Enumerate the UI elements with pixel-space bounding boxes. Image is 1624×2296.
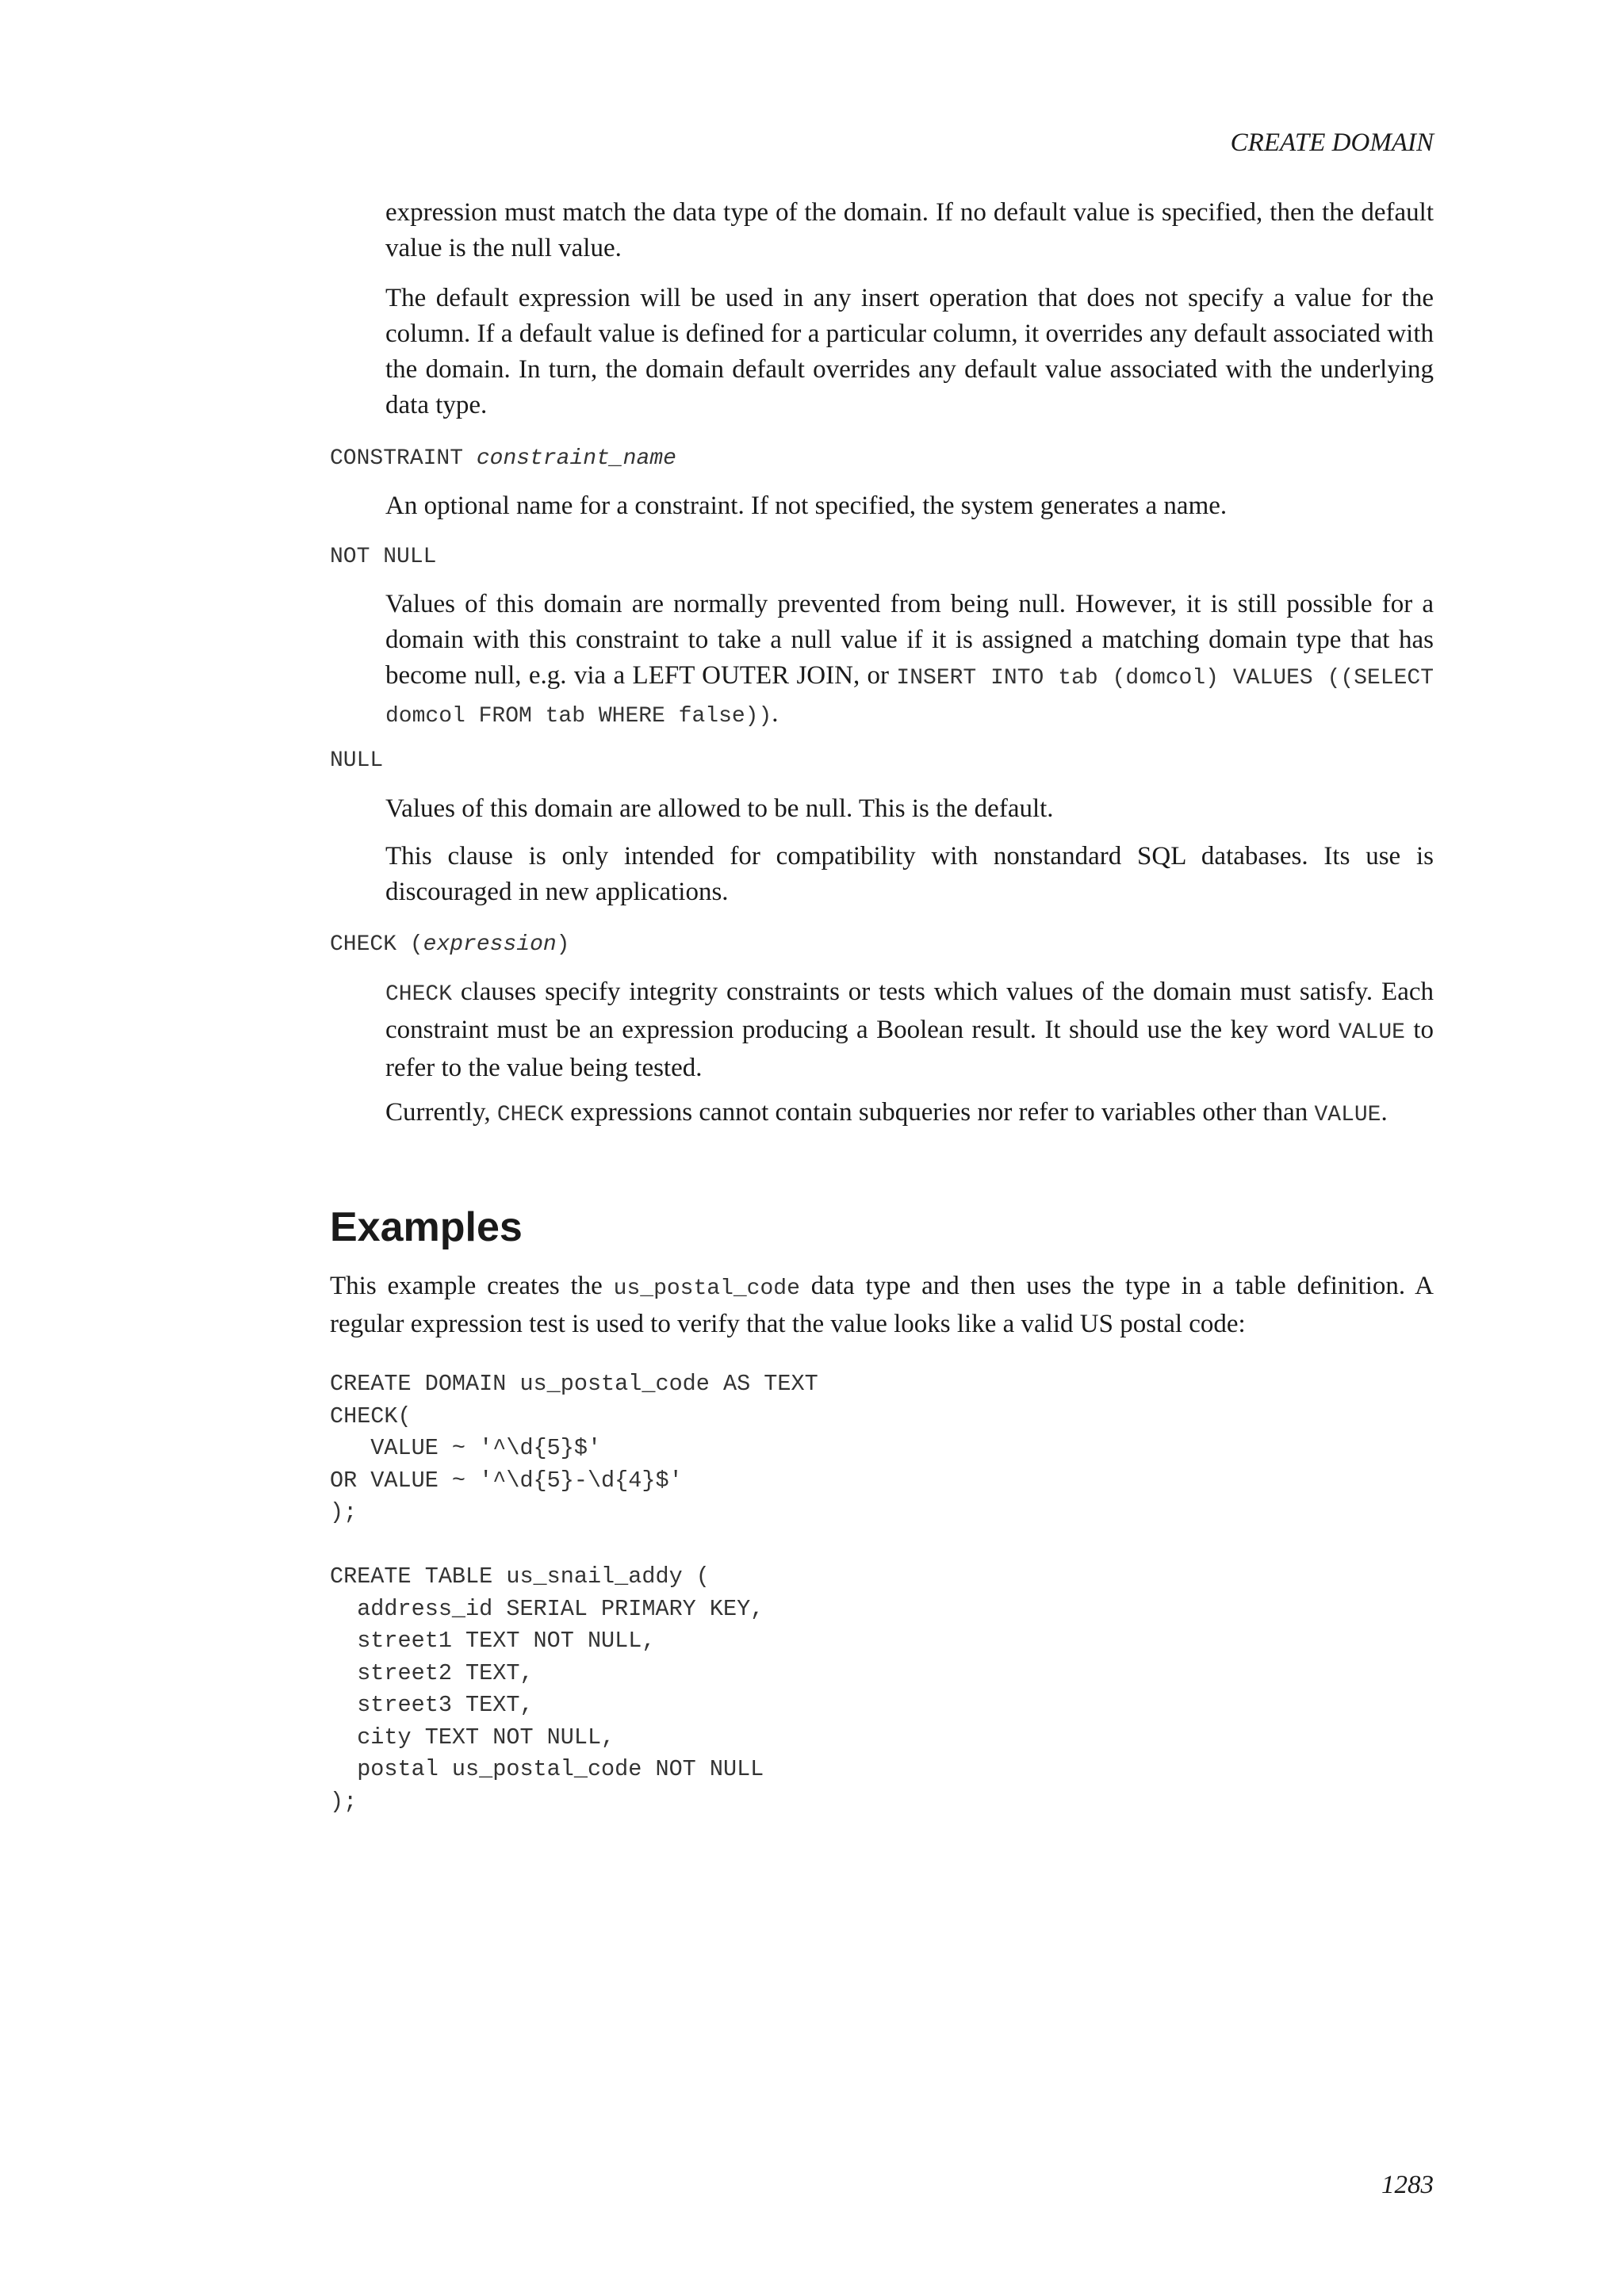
null-description-2: This clause is only intended for compatibility with nonstandard SQL databases. Its use is discouraged in new applications.	[385, 842, 1434, 906]
default-paragraph-2: The default expression will be used in any insert operation that does not specify a value for the column. If a default value is defined for a particular column, it overrides any default associated with the domain. In turn, the domain default overrides any default value associated with the underlying data type.	[385, 284, 1434, 419]
description-end: .	[1381, 1098, 1388, 1127]
intro-text: data type and then uses the type in a table definition. A regular expression test is used to verify that the value looks like a valid US postal code:	[330, 1272, 1434, 1338]
term-not-null: NOT NULL	[330, 545, 437, 569]
term-keyword: CONSTRAINT	[330, 446, 464, 471]
description-text: Currently,	[385, 1098, 491, 1127]
description-end: .	[772, 699, 779, 728]
inline-code: VALUE	[1338, 1020, 1405, 1045]
term-parameter: constraint_name	[476, 446, 676, 471]
term-close-paren: )	[556, 932, 570, 957]
description-text: to refer to the value being tested.	[385, 1016, 1434, 1082]
running-header: CREATE DOMAIN	[1230, 128, 1434, 157]
description-text: clauses specify integrity constraints or tests which values of the domain must satisfy. Each constraint must be an expression producing a Boolean result. It should use the key word	[385, 978, 1434, 1044]
term-null: NULL	[330, 748, 384, 773]
description-text: Values of this domain are normally prevented from being null. However, it is still possible for a domain with this constraint to take a null value if it is assigned a matching domain type that has become null, e.g. via a LEFT OUTER JOIN, or	[385, 590, 1434, 690]
inline-code: INSERT INTO tab (domcol) VALUES ((SELECT domcol FROM tab WHERE false))	[385, 666, 1434, 729]
term-check	[330, 929, 569, 961]
intro-text: This example creates the	[330, 1272, 603, 1300]
description-text: expressions cannot contain subqueries nor refer to variables other than	[570, 1098, 1308, 1127]
inline-code: CHECK	[496, 1103, 564, 1127]
not-null-description	[385, 587, 1434, 734]
check-description-1	[385, 974, 1434, 1086]
examples-heading: Examples	[330, 1204, 523, 1250]
null-description-1: Values of this domain are allowed to be null. This is the default.	[385, 794, 1054, 823]
term-constraint	[330, 443, 676, 475]
default-paragraph-1: expression must match the data type of the domain. If no default value is specified, then the default value is the null value.	[385, 198, 1434, 262]
term-keyword: CHECK	[330, 932, 397, 957]
example-code-block: CREATE DOMAIN us_postal_code AS TEXT CHECK( VALUE ~ '^\d{5}$' OR VALUE ~ '^\d{5}-\d{4}$' ); CREATE TABLE us_snail_addy ( address_id SERIAL PRIMARY KEY, street1 TEXT NOT NULL, street2 TEXT, street3 TEXT, city TEXT NOT NULL, postal us_postal_code NOT NULL );	[330, 1371, 818, 1815]
term-open-paren: (	[409, 932, 423, 957]
constraint-description: An optional name for a constraint. If not specified, the system generates a name.	[385, 492, 1228, 520]
term-parameter: expression	[423, 932, 557, 957]
examples-intro	[330, 1269, 1434, 1342]
page-number: 1283	[1381, 2171, 1434, 2199]
check-description-2	[385, 1095, 1434, 1133]
inline-code: CHECK	[385, 982, 453, 1007]
inline-code: us_postal_code	[613, 1276, 800, 1301]
inline-code: VALUE	[1314, 1103, 1381, 1127]
